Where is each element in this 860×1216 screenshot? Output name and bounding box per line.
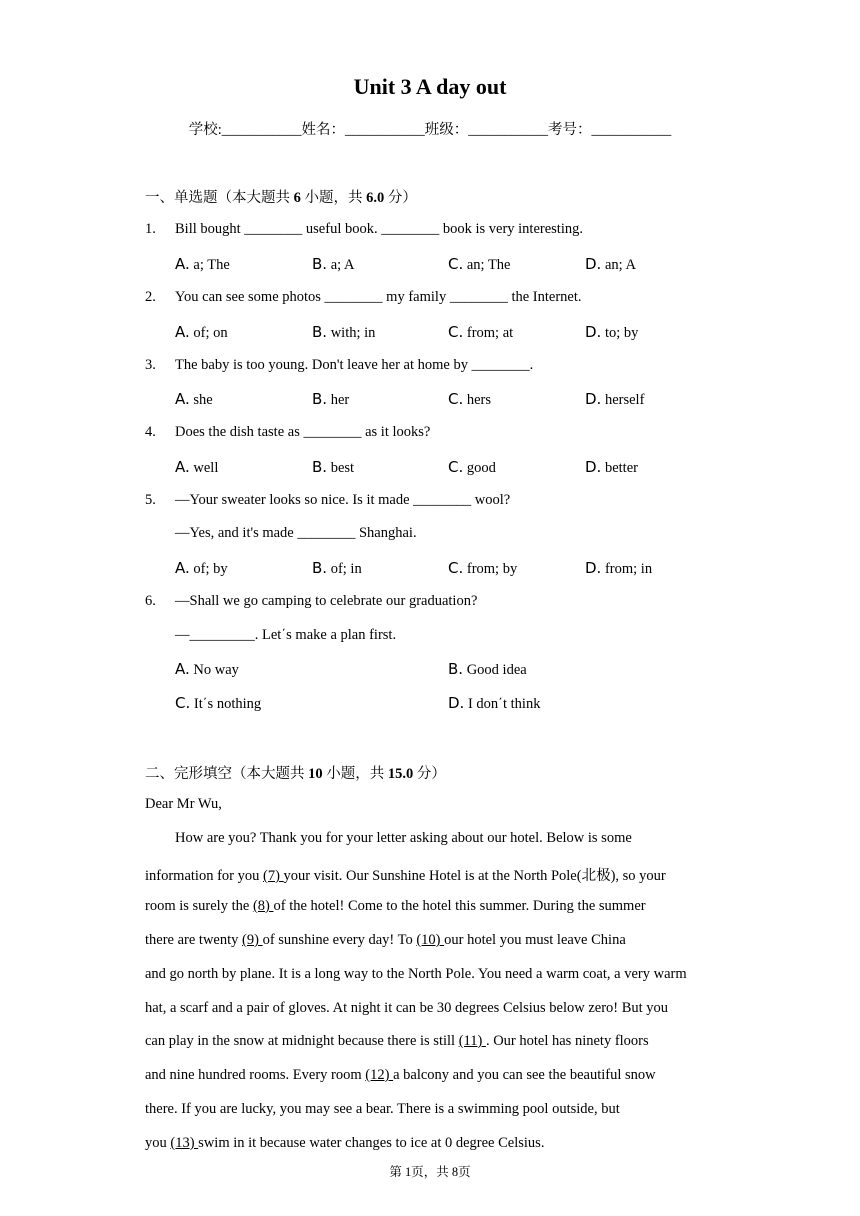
option-letter: D. (585, 458, 602, 476)
option-text: well (189, 460, 219, 476)
option-letter: C. (448, 458, 464, 476)
option-text: Good idea (463, 662, 527, 678)
option-b[interactable] (312, 323, 375, 342)
question-stem: —Shall we go camping to celebrate our graduation? (175, 593, 478, 609)
passage-line (145, 1033, 649, 1050)
option-letter: A. (175, 660, 190, 678)
question-number: 3. (145, 357, 156, 373)
passage-line (145, 898, 646, 915)
option-letter: B. (312, 323, 328, 341)
option-letter: C. (448, 390, 464, 408)
option-letter: A. (175, 255, 190, 273)
option-a[interactable] (175, 255, 230, 274)
cloze-blank-13[interactable]: (13) (170, 1135, 199, 1151)
option-text: I don΄t think (464, 696, 541, 712)
passage-text: information for you (145, 868, 263, 884)
passage-text: . Our hotel has ninety floors (485, 1033, 649, 1049)
option-d[interactable] (585, 390, 644, 409)
passage-text: there are twenty (145, 932, 243, 948)
option-c[interactable] (448, 390, 491, 409)
option-c[interactable] (448, 458, 496, 477)
option-text: she (189, 392, 213, 408)
passage-text: of the hotel! Come to the hotel this summer. During the summer (273, 898, 646, 914)
option-text: of; on (189, 325, 228, 341)
passage-line (145, 1135, 544, 1152)
heading-count: 10 (308, 766, 323, 782)
option-text: an; A (601, 257, 636, 273)
heading-text: 小题，共 (300, 190, 367, 206)
passage-line: How are you? Thank you for your letter asking about our hotel. Below is some (175, 830, 632, 846)
passage-text: can play in the snow at midnight because there is still (145, 1033, 459, 1049)
option-b[interactable] (312, 255, 354, 274)
option-text: her (327, 392, 350, 408)
option-letter: C. (448, 323, 464, 341)
option-text: an; The (463, 257, 511, 273)
option-letter: D. (448, 694, 465, 712)
document-title: Unit 3 A day out (353, 74, 507, 99)
option-text: from; in (601, 561, 653, 577)
passage-line: there. If you are lucky, you may see a bear. There is a swimming pool outside, but (145, 1101, 620, 1117)
passage-text: a balcony and you can see the beautiful snow (393, 1067, 656, 1083)
option-text: herself (601, 392, 645, 408)
option-d[interactable] (585, 559, 652, 578)
question-number: 5. (145, 492, 156, 508)
option-letter: B. (312, 390, 328, 408)
cloze-blank-11[interactable]: (11) (458, 1033, 486, 1049)
cloze-blank-9[interactable]: (9) (242, 932, 263, 948)
passage-text: swim in it because water changes to ice at 0 degree Celsius. (198, 1135, 545, 1151)
question-stem: —Your sweater looks so nice. Is it made ________ wool? (175, 492, 511, 508)
heading-score: 15.0 (387, 766, 414, 782)
option-b[interactable] (312, 458, 354, 477)
question-number: 2. (145, 289, 156, 305)
option-text: from; at (463, 325, 514, 341)
option-c[interactable] (175, 694, 261, 713)
option-text: No way (189, 662, 239, 678)
option-text: better (601, 460, 638, 476)
cloze-blank-7[interactable]: (7) (263, 868, 284, 884)
question-stem: Does the dish taste as ________ as it looks? (175, 424, 431, 440)
option-letter: A. (175, 458, 190, 476)
option-letter: D. (585, 323, 602, 341)
option-text: a; The (189, 257, 230, 273)
option-letter: A. (175, 390, 190, 408)
section-heading-cloze (145, 762, 446, 783)
option-text: from; by (463, 561, 518, 577)
option-a[interactable] (175, 559, 228, 578)
option-text: of; in (327, 561, 362, 577)
option-letter: D. (585, 390, 602, 408)
passage-text: you (145, 1135, 171, 1151)
option-text: hers (463, 392, 492, 408)
passage-text: room is surely the (145, 898, 253, 914)
option-letter: B. (312, 559, 328, 577)
option-letter: D. (585, 255, 602, 273)
option-text: It΄s nothing (190, 696, 262, 712)
option-c[interactable] (448, 323, 513, 342)
option-a[interactable] (175, 458, 218, 477)
question-number: 6. (145, 593, 156, 609)
passage-line (145, 1067, 656, 1084)
option-text: to; by (601, 325, 639, 341)
option-text: with; in (327, 325, 376, 341)
option-c[interactable] (448, 559, 517, 578)
heading-text: 一、单选题（本大题共 (145, 190, 294, 206)
option-a[interactable] (175, 323, 228, 342)
student-info-line: 学校:___________姓名：___________班级：___________考号：___________ (188, 122, 672, 138)
option-letter: A. (175, 559, 190, 577)
question-stem: —_________. Let΄s make a plan first. (175, 627, 397, 643)
question-number: 4. (145, 424, 156, 440)
option-a[interactable] (175, 660, 239, 679)
option-letter: A. (175, 323, 190, 341)
heading-text: 分） (413, 766, 446, 782)
option-text: best (327, 460, 355, 476)
option-b[interactable] (448, 660, 527, 679)
option-d[interactable] (585, 323, 638, 342)
option-d[interactable] (585, 255, 636, 274)
heading-text: 小题，共 (322, 766, 388, 782)
heading-text: 分） (384, 190, 417, 206)
question-stem: You can see some photos ________ my family ________ the Internet. (175, 289, 582, 305)
heading-text: 二、完形填空（本大题共 (145, 766, 309, 782)
question-stem: Bill bought ________ useful book. ________ book is very interesting. (175, 221, 583, 237)
cloze-blank-8[interactable]: (8) (252, 898, 274, 914)
passage-line (145, 932, 626, 949)
option-letter: C. (448, 559, 464, 577)
option-c[interactable] (448, 255, 511, 274)
cloze-blank-12[interactable]: (12) (365, 1067, 394, 1083)
letter-greeting: Dear Mr Wu, (145, 796, 222, 812)
option-letter: C. (175, 694, 191, 712)
option-text: a; A (327, 257, 355, 273)
option-d[interactable] (585, 458, 638, 477)
option-letter: D. (585, 559, 602, 577)
passage-line: and go north by plane. It is a long way to the North Pole. You need a warm coat, a very warm (145, 966, 687, 982)
section-heading-single-choice (145, 186, 417, 207)
option-text: good (463, 460, 496, 476)
passage-text: and nine hundred rooms. Every room (145, 1067, 366, 1083)
option-letter: C. (448, 255, 464, 273)
option-b[interactable] (312, 390, 349, 409)
cloze-blank-10[interactable]: (10) (416, 932, 445, 948)
passage-text: our hotel you must leave China (444, 932, 626, 948)
option-text: of; by (189, 561, 228, 577)
passage-line: hat, a scarf and a pair of gloves. At night it can be 30 degrees Celsius below zero! But you (145, 1000, 669, 1016)
option-b[interactable] (312, 559, 362, 578)
option-letter: B. (448, 660, 464, 678)
heading-count: 6 (293, 190, 301, 206)
option-letter: B. (312, 458, 328, 476)
option-letter: B. (312, 255, 328, 273)
passage-text: of sunshine every day! To (262, 932, 417, 948)
heading-score: 6.0 (366, 190, 385, 206)
page-footer: 第 1页，共 8页 (389, 1165, 471, 1179)
option-a[interactable] (175, 390, 213, 409)
question-number: 1. (145, 221, 156, 237)
passage-text: your visit. Our Sunshine Hotel is at the North Pole(北极), so your (283, 868, 666, 884)
option-d[interactable] (448, 694, 540, 713)
question-stem: —Yes, and it's made ________ Shanghai. (175, 525, 417, 541)
passage-line (145, 864, 666, 885)
question-stem: The baby is too young. Don't leave her at home by ________. (175, 357, 534, 373)
